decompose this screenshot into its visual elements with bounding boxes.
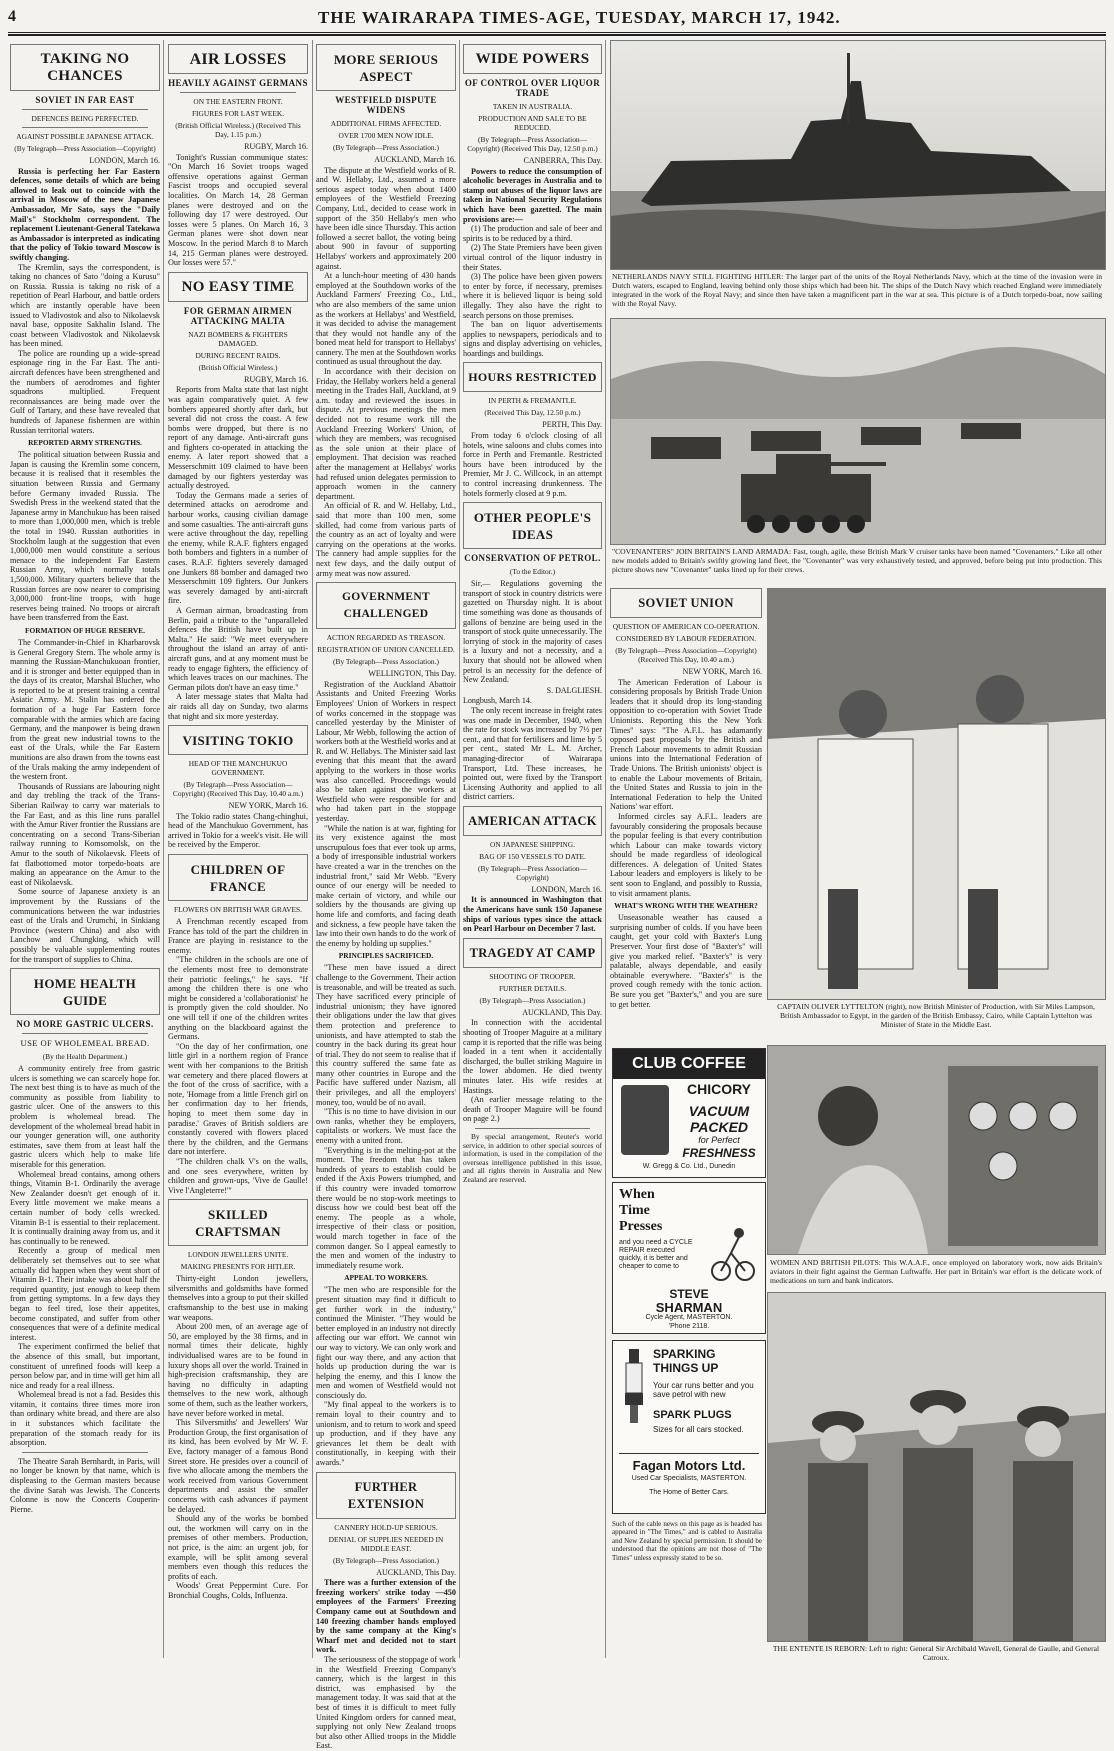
generals-photo-graphic	[768, 1293, 1105, 1641]
dateline: NEW YORK, March 16.	[682, 667, 762, 676]
headline: GOVERNMENT CHALLENGED	[342, 591, 430, 621]
cyclist-icon	[711, 1223, 755, 1283]
column-4	[463, 40, 602, 1660]
headline: FURTHER EXTENSION	[347, 1479, 425, 1511]
article-no-easy-time	[168, 272, 308, 302]
headline: WIDE POWERS	[475, 51, 590, 67]
subhead: SOVIET IN FAR EAST	[35, 95, 135, 105]
paragraph: From today 6 o'clock closing of all hotels, wine saloons and clubs comes into force in Perth and Fremantle. Restricted hours have been introduced by the Premier, Mr J. C. Willcock, in an attempt to control increasing drunkenness. The hotels formerly closed at 9 p.m.	[463, 431, 602, 498]
headline: MORE SERIOUS ASPECT	[333, 52, 439, 84]
credit-line: (To the Editor.)	[509, 567, 556, 577]
paragraph: The Theatre Sarah Bernhardt, in Paris, will no longer be known by that name, which is displeasing to the German masters because the divine Sarah was Jewish. The Concerts Colonne is now the Concerts Couperin-Pierne.	[10, 1456, 160, 1514]
advert-cycle-repair	[612, 1182, 766, 1334]
headline: SKILLED CRAFTSMAN	[195, 1207, 281, 1240]
section-head: PRINCIPLES SACRIFICED.	[338, 951, 434, 961]
divider	[22, 1452, 148, 1453]
subhead: NO MORE GASTRIC ULCERS.	[16, 1019, 154, 1030]
paragraph: The only recent increase in freight rates was one made in December, 1940, when the rate for stock was increased by 7½ per cent., and that for fertilisers and lime by 5 per cent., stated Mr L. M. Archer, managing-director of Wairarapa Transport, Ltd. These increases, he pointed out, were fixed by the Transport Licensing Authority and applied to all district carriers.	[463, 705, 602, 802]
dateline: RUGBY, March 16.	[244, 142, 308, 151]
plugs-brand: SPARK PLUGS	[653, 1409, 732, 1421]
cycle-name: STEVE	[669, 1287, 709, 1301]
photo-lyttelton-lampson	[767, 588, 1106, 1000]
column-rule	[605, 40, 606, 1658]
letter-signature: S. DALGLIESH.	[546, 685, 602, 695]
article-visiting-tokio	[168, 725, 308, 755]
subhead: QUESTION OF AMERICAN CO-OPERATION.	[612, 622, 760, 631]
advert-line: Woods' Great Peppermint Cure. For Bronchial Coughs, Colds, Influenza.	[168, 1581, 308, 1600]
paragraph: The political situation between Russia and Japan is causing the Kremlin some concern, because it is realised that it resembles the situation between Russia and Germany before Germany invaded Russia. The Swedish Press in the weekend stated that the Japanese army in Manchukuo has been raised to more than 1,000,000 men, which is treble the total in 1940. Russian authorities in Stockholm laugh at the suggestion that even 1,000,000 men would constitute a serious menace to the independent Far Eastern Russian Army, which normally totals 1,500,000. Military quarters believe that the Russian forces are now nearer to comprising 3,000,000 front-line troops, with huge reserves being trained. No troops or aircraft have been transferred from the East.	[10, 450, 160, 623]
paragraph: Tonight's Russian communique states: "On March 16 Soviet troops waged offensive operations against German Fascist troops and occupied several localities. On March 14, 28 German planes were destroyed and on the following day 17 were destroyed. Our losses were 5 planes. On March 16, 3 German planes were shot down near Moscow. In the period March 8 to March 14, 215 German planes were destroyed. Our losses were 57."	[168, 152, 308, 268]
credit-line: (Received This Day, 12.50 p.m.)	[484, 408, 581, 418]
lead-paragraph: Russia is perfecting her Far Eastern defences, some details of which are being allowed to leak out to coincide with the arrival in Moscow of the new Japanese Ambassador, Mr Sato, says the "Daily Mail's" Stockholm correspondent. The replacement Lieutenant-General Tatekawa as Ambassador is interpreted as indicating that the policy of Tokio toward Moscow is swiftly changing.	[10, 166, 160, 262]
divider	[475, 1128, 590, 1129]
paragraph: Wholemeal bread contains, among others things, Vitamin B-1. Ordinarily the average New Zealander doesn't get enough of it. Every little movement we make means a certain number of body cells wrecked. Vitamin B-1 is essential to their replacement. It is continually draining away from us, and it has continually to be renewed.	[10, 1169, 160, 1246]
paragraph: Thousands of Russians are labouring night and day trebling the track of the Trans-Siberian Railway to carry war materials to the Far East, and as this line runs parallel with the Amur River frontier the Russians are concentrating on a second Trans-Siberian railway running to Komsomolsk, on the Amur to the south of Nikolaevsk. Fleets of fat flatbottomed motor torpedo-boats are making an appearance on the Amur to the east of Nikolaevsk.	[10, 781, 160, 887]
credit-line: (By Telegraph—Press Association.)	[479, 995, 586, 1005]
deck: ADDITIONAL FIRMS AFFECTED.	[330, 119, 442, 128]
paragraph: Should any of the works be bombed out, the workmen will carry on in the premises of other members. Production, not price, is the aim: an urgent job, for example, will be split among several members even though this reduces the profits of each.	[168, 1514, 308, 1581]
paragraph: A community entirely free from gastric ulcers is something we can scarcely hope for. The next best thing is to have as much of the community as possible from liability to gastric ulcer. One of the answers to this problem is wholemeal bread. The development of the wholemeal bread habit in our younger generation will, one authority estimates, save them from at least half the gastric ulcers which help to make life miserable for this generation.	[10, 1064, 160, 1170]
paragraph: The seriousness of the stoppage of work in the Westfield Freezing Company's cannery, which is the largest in this district, was emphasised by the management today. It was said that at the best of times it is difficult to meet fully United Kingdom orders for canned meat, supplying not only New Zealand troops but also other Allied troops in the Middle East.	[316, 1654, 456, 1751]
lead-paragraph: It is announced in Washington that the Americans have sunk 150 Japanese ships of various types since the attack on Pearl Harbour on December 7 last.	[463, 895, 602, 934]
credit-line: (By Telegraph—Press Association—Copyright)	[14, 144, 156, 153]
paragraph: A German airman, broadcasting from Berlin, paid a tribute to the "unparalleled defences the British have built up in Malta." He said: "We meet everywhere throughout the island an array of anti-aircraft guns, and at any moment must be ready to engage fighters, the efficiency of which leaves traces on our machines. The German pilots don't have an easy time."	[168, 605, 308, 692]
credit-line: (British Official Wireless.)	[198, 362, 278, 372]
subhead: FLOWERS ON BRITISH WAR GRAVES.	[173, 905, 303, 915]
cycle-line: When	[619, 1187, 655, 1202]
waaf-photo-graphic	[768, 1046, 1105, 1254]
coffee-tag: VACUUM	[688, 1103, 750, 1119]
credit-line: (By Telegraph—Press Association—Copyright)	[478, 863, 587, 882]
spark-plug-icon	[621, 1349, 647, 1429]
section-head: REPORTED ARMY STRENGTHS.	[28, 438, 142, 448]
article-further-extension	[316, 1472, 456, 1519]
advert-club-coffee	[612, 1048, 766, 1178]
advert-text: Unseasonable weather has caused a surprising number of colds. If you have been caught, get your cold with Baxter's Lung Preserver. Your first dose of "Baxter's" will give you marked relief. "Baxter's" is very palatable, always dependable, and easily obtainable everywhere. "Baxter's" is the proved cough remedy with the tonic action. Be sure you get "Baxter's," and you are sure to get better.	[610, 913, 762, 1009]
deck: AGAINST POSSIBLE JAPANESE ATTACK.	[16, 132, 154, 141]
paragraph: The Commander-in-Chief in Kharbarovsk is General Gregory Stern. The whole army is manning the Russian-Manchukuoan frontier, and it is stronger and better equipped than in the days of its creator, Marshal Blucher, who is reported to be at present training a central Asiatic Army. M. Stalin has ordered the formation of a huge Far Eastern force comparable with the armies which are facing Germany, and the manpower is being drawn from the great new industrial towns to the east of the Urals, while the Far Eastern munitions are also drawn from the towns east of the Urals making the army independent of the western front.	[10, 637, 160, 782]
subhead: SHOOTING OF TROOPER.	[489, 971, 576, 981]
deck: REGISTRATION OF UNION CANCELLED.	[317, 645, 455, 655]
section-head: APPEAL TO WORKERS.	[344, 1273, 428, 1283]
paragraph: Informed circles say A.F.L. leaders are favourably considering the proposals because the popular feeling is that every contribution which Labour can make towards victory should be made regardless of ideological differences. A delegation of United States Labour leaders and employers is likely to be sent soon to England, and possibly to Russia, to visit armament plants.	[610, 811, 762, 898]
coffee-tag: PACKED	[689, 1119, 749, 1135]
credit-line: (By Telegraph—Press Association—Copyright) (Received This Day, 10.40 a.m.)	[615, 646, 757, 664]
headline-box	[610, 588, 762, 618]
article-wide-powers	[463, 44, 602, 74]
dateline: RUGBY, March 16.	[244, 374, 308, 384]
dateline: AUCKLAND, This Day.	[376, 1567, 456, 1577]
column-1	[10, 40, 160, 1660]
dealer-name: Fagan Motors Ltd.	[619, 1453, 759, 1473]
headline: AIR LOSSES	[189, 51, 287, 68]
headline: TAKING NO CHANCES	[40, 51, 130, 84]
deck: DENIAL OF SUPPLIES NEEDED IN MIDDLE EAST.	[328, 1534, 444, 1553]
caption-waaf: WOMEN AND BRITISH PILOTS: This W.A.A.F., once employed on laboratory work, now aids Britain's aviators in their fight against the German Luftwaffe. Her part in Britain's war effort is the delicate work of medications on turn and bank indicators.	[770, 1258, 1102, 1285]
article-soviet-union	[610, 584, 762, 1044]
paragraph: An official of R. and W. Hellaby, Ltd., said that more than 100 men, some skilled, had come from various parts of the country as an act of loyalty and were carrying on the operations at the works. The cannery had ample supplies for the next few days, and the daily output of army meat was now assured.	[316, 501, 456, 578]
paragraph: "The children chalk V's on the walls, and one sees everywhere, written by children and grown-ups, 'Vive de Gaulle! Vive l'Angleterre!'"	[168, 1156, 308, 1195]
paragraph: "My final appeal to the workers is to remain loyal to their country and to unionism, and to return to work and speed up production, and if they have any grievances let them be dealt with constitutionally, in keeping with their awards."	[316, 1400, 456, 1468]
article-home-health-guide	[10, 968, 160, 1015]
subhead: CANNERY HOLD-UP SERIOUS.	[334, 1522, 438, 1532]
paragraph: "Everything is in the melting-pot at the moment. The freedom that has taken hundreds of years to establish could be ended if the Axis Powers triumphed, and if this country were invaded tomorrow there would be no stop-work meetings to discuss how we could best beat off the enemy. The people as a whole, irrespective of their class or position, would march together in face of the common danger. So I appeal earnestly to the men and women of the industry to immediately resume work.	[316, 1145, 456, 1270]
deck: BAG OF 150 VESSELS TO DATE.	[479, 851, 586, 861]
headline: AMERICAN ATTACK	[468, 813, 597, 828]
paragraph: Recently a group of medical men deliberately set themselves out to see what actually did happen when they went short of Vitamin B-1. Their intake was about half the required quantity, just enough to keep them from getting symptoms. In a few days they began to feel tired, lose their appetites, become constipated, and suffer from other consequences that were of a definite medical interest.	[10, 1246, 160, 1342]
divider	[180, 92, 296, 93]
deck: DURING RECENT RAIDS.	[195, 350, 281, 360]
paragraph: Some source of Japanese anxiety is an improvement by the Russians of the communications between the war industries east of the Urals and Urumchi, in Sinkiang Province (western China) and also with Lanchow and Chungking, which will possibly be valuable supplementing routes for the transport of supplies to China.	[10, 887, 160, 964]
headline: SOVIET UNION	[638, 596, 734, 610]
deck: TAKEN IN AUSTRALIA.	[492, 102, 573, 111]
article-children-of-france	[168, 854, 308, 901]
letter-place: Longbush, March 14.	[463, 696, 532, 706]
times-notice: Such of the cable news on this page as is headed has appeared in "The Times," and is cabled to Australia and New Zealand by special permission. It should be understood that the opinions are not those of "The Times" unless expressly stated to be so.	[612, 1520, 762, 1562]
deck: MAKING PRESENTS FOR HITLER.	[180, 1262, 296, 1272]
ship-photo-graphic	[611, 41, 1105, 269]
credit-line: (By Telegraph—Press Association.)	[333, 1555, 439, 1565]
paragraph: The Tokio radio states Chang-chinghui, head of the Manchukuo Government, has arrived in Tokio for a week's visit. He will be received by the Emperor.	[168, 811, 308, 850]
deck: PRODUCTION AND SALE TO BE REDUCED.	[478, 114, 587, 132]
paragraph: The experiment confirmed the belief that the absence of this small, but important, constituent of unrefined foods will keep a person below par, and in time will get him all nice and ready for a real illness.	[10, 1342, 160, 1390]
cycle-address: Cycle Agent, MASTERTON.	[645, 1314, 733, 1321]
masthead-rule	[8, 34, 1106, 36]
cycle-line: Time	[619, 1203, 650, 1218]
paragraph: The police are rounding up a wide-spread espionage ring in the Far East. The anti-aircraft defences have been strengthened and the numbers of aerodromes and fighter squadrons multiplied. Frequent reconnaissances are being made over the Gulf of Tartary, and these have revealed that hundreds of Japanese fishermen are within Russian territorial waters.	[10, 348, 160, 435]
paragraph: A Frenchman recently escaped from France has told of the part the children in France are playing in resistance to the enemy.	[168, 917, 308, 955]
paragraph: (An earlier message relating to the death of Trooper Maguire will be found on page 2.)	[463, 1095, 602, 1124]
plugs-body: Sizes for all cars stocked.	[653, 1425, 744, 1434]
portrait-photo-graphic	[768, 589, 1105, 999]
coffee-brand: CLUB COFFEE	[613, 1049, 765, 1079]
photo-dutch-torpedo-boat	[610, 40, 1106, 270]
column-rule	[459, 40, 460, 1658]
subhead: HEAVILY AGAINST GERMANS	[168, 78, 308, 88]
dealer-line: Used Car Specialists, MASTERTON.	[631, 1475, 747, 1482]
dateline: LONDON, March 16.	[89, 156, 160, 165]
headline: VISITING TOKIO	[182, 733, 294, 749]
chicory-brand: CHICORY	[686, 1081, 752, 1097]
headline: OTHER PEOPLE'S IDEAS	[473, 510, 592, 543]
headline: HOURS RESTRICTED	[468, 370, 597, 385]
cycle-body: and you need a CYCLE REPAIR executed quickly, it is better and cheaper to come to	[619, 1239, 693, 1270]
deck: USE OF WHOLEMEAL BREAD.	[20, 1038, 150, 1049]
column-rule	[163, 40, 164, 1658]
credit-line: (By Telegraph—Press Association—Copyright) (Received This Day, 12.50 p.m.)	[467, 135, 598, 153]
coffee-tag: for Perfect	[698, 1135, 740, 1145]
paragraph: "On the day of her confirmation, one little girl in a northern region of France went with her companions to the British war cemetery and there placed flowers at the foot of the cross of sacrifice, with a note, 'Homage from a little French girl on her confirmation day to her friends, hoping to meet them some day in paradise.' Graves of British soldiers are constantly covered with flowers placed there by the children, and the Germans dare not interfere.	[168, 1041, 308, 1157]
coffee-maker: W. Gregg & Co. Ltd., Dunedin	[642, 1163, 736, 1170]
headline: TRAGEDY AT CAMP	[469, 945, 596, 960]
paragraph: The dispute at the Westfield works of R. and W. Hellaby, Ltd., assumed a more serious aspect today when about 1400 employees of the Westfield Freezing Company, Ltd., decided to cease work in support of the 350 Hellaby's men who have been idle since Thursday. This action followed a secret ballot, the voting being about 900 in favour of supporting Hellabys' workers and approximately 200 against.	[316, 165, 456, 271]
column-rule	[312, 40, 313, 1658]
caption-covenanters: "COVENANTERS" JOIN BRITAIN'S LAND ARMADA: Fast, tough, agile, these British Mark V cruiser tanks have been named "Covenanters." Like all other new models added to Britain's swiftly growing land fleet, the "Covenanter" was very exhaustively tested, and approved, before being put into production. This picture shows new "Covenanter" tanks lined up for their crews.	[612, 547, 1102, 574]
paragraph: The American Federation of Labour is considering proposals by British Trade Union leaders that it should drop its long-standing opposition to co-operation with Soviet Trade Unionists. Reporting this the New York Times" says: "The A.F.L. has adamantly opposed past proposals by the British and French Labour movements to admit Russian unions into the International Federation of Trade Unions. The British unionists' object is to enable the Labour movements of Britain, the United States and Russia to join in the International Federation to help the United Nations' war effort.	[610, 677, 762, 812]
subhead: LONDON JEWELLERS UNITE.	[187, 1250, 289, 1260]
credit-line: (By the Health Department.)	[42, 1052, 128, 1062]
dateline: NEW YORK, March 16.	[228, 801, 308, 811]
photo-waaf-pilot	[767, 1045, 1106, 1255]
article-hours-restricted	[463, 362, 602, 392]
credit-line: (By Telegraph—Press Association.)	[333, 143, 439, 152]
newspaper-title: THE WAIRARAPA TIMES-AGE, TUESDAY, MARCH 17, 1942.	[318, 8, 841, 27]
paragraph: "These men have issued a direct challenge to the Government. Their action is treasonable, and will be treated as such. They have sacrificed every principle of industrial unionism; they have ignored their obligations under the law that gives them protection and preference to unionists, and have attempted to stab the country in the back during its great hour of trial. They do not seem to realise that if this country suffered the same fate as many other countries in Europe and the Pacific have suffered under Nazism, all their privileges, and all the employers' money, too, would be of no avail.	[316, 963, 456, 1107]
article-government-challenged	[316, 582, 456, 629]
divider	[22, 109, 148, 110]
dateline: PERTH, This Day.	[542, 420, 602, 430]
subhead: CONSERVATION OF PETROL.	[464, 553, 601, 564]
paragraph: This Silversmiths' and Jewellers' War Production Group, the first organisation of its kind, has been evolved by Mr W. F. Eve, factory manager of a famous Bond Street store. He presides over a council of five who allocate among the members the work received from various Government departments and assist the smaller concerns with cash advances if payment be delayed.	[168, 1418, 308, 1514]
subhead: FOR GERMAN AIRMEN ATTACKING MALTA	[183, 305, 293, 326]
caption-dutch-navy: NETHERLANDS NAVY STILL FIGHTING HITLER: The larger part of the units of the Royal Netherlands Navy, which at the time of the invasion were in Dutch waters, escaped to England, leaving behind only those ships which had been hit. The ships of the Dutch Navy which reached England were immediately integrated in the work of the Royal Navy; and since then have taken a magnificent part in the war at sea. This picture is of a Dutch torpedo-boat, now sailing with the Royal Navy.	[612, 272, 1102, 308]
article-air-losses	[168, 44, 308, 74]
subhead: HEAD OF THE MANCHUKUO GOVERNMENT.	[188, 759, 288, 778]
plugs-line: SPARKING	[653, 1347, 716, 1361]
credit-line: (British Official Wireless.) (Received This Day, 1.15 p.m.)	[175, 121, 301, 139]
paragraph: "The men who are responsible for the present situation may find it difficult to get further work in the industry," continued the Minister. "They would be better employed in an industry not directly affecting our war effort. We cannot win our way to victory. We can only work and fight our way there, and any action that holds up production during the war is helping the enemy, and this I know the men and women of Westfield would not consciously do.	[316, 1285, 456, 1400]
section-head: FORMATION OF HUGE RESERVE.	[24, 625, 146, 635]
subhead: ON JAPANESE SHIPPING.	[490, 839, 575, 849]
paragraph: (2) The State Premiers have been given virtual control of the liquor industry in their States.	[463, 243, 602, 272]
photo-covenanter-tanks	[610, 318, 1106, 545]
paragraph: (1) The production and sale of beer and spirits is to be reduced by a third.	[463, 224, 602, 243]
paragraph: A later message states that Malta had air raids all day on Sunday, two alarms that night and six more yesterday.	[168, 692, 308, 721]
deck: FIGURES FOR LAST WEEK.	[191, 109, 285, 118]
article-skilled-craftsman	[168, 1199, 308, 1246]
paragraph: "While the nation is at war, fighting for its very existence against the most unscrupulous foes that ever took up arms, a body of irresponsible industrial workers have created a war in the trenches on the industrial front," said Mr Webb. "Every ounce of our energy will be needed to make certain of victory, and while our soldiers by the thousands are giving up home life and comforts, and facing death and sickness, a few people have taken the law into their own hands to do the work of the enemy by holding up supplies."	[316, 823, 456, 948]
paragraph: Today the Germans made a series of determined attacks on aerodrome and harbour works, causing civilian damage and some casualties. The anti-aircraft guns were active throughout the day, repelling the enemy, while R.A.F. fighters engaged both bombers and fighters in a number of cases. R.A.F. fighters severely damaged one Junkers 88 bomber and damaged two Messerschmitt 109 fighters. Our Junkers was severely damaged by anti-aircraft fire.	[168, 490, 308, 606]
deck: NAZI BOMBERS & FIGHTERS DAMAGED.	[188, 329, 288, 348]
paragraph: "The children in the schools are one of the elements most free to demonstrate their patriotic feelings," he says. "If among the children there is one who might be considered a 'collaborationist' he is promptly given the cold shoulder. No one will tell if one of the children writes anything on the blackboard against the Germans.	[168, 955, 308, 1042]
deck: CONSIDERED BY LABOUR FEDERATION.	[615, 634, 757, 643]
headline: CHILDREN OF FRANCE	[190, 862, 286, 895]
headline: HOME HEALTH GUIDE	[33, 976, 137, 1009]
coffee-tin-icon	[621, 1085, 669, 1155]
paragraph: (3) The police have been given powers to enter by force, if necessary, premises where it is believed liquor is being sold illegally. They also have the right to search persons on those premises.	[463, 272, 602, 320]
subhead: ACTION REGARDED AS TREASON.	[326, 633, 446, 643]
coffee-tag: FRESHNESS	[682, 1146, 756, 1160]
column-2	[168, 40, 308, 1660]
dealer-line: The Home of Better Cars.	[649, 1489, 729, 1496]
deck: DEFENCES BEING PERFECTED.	[31, 114, 139, 123]
tank-photo-graphic	[611, 319, 1105, 544]
paragraph: About 200 men, of an average age of 50, are employed by the 38 firms, and in normal times their delicate, highly individualised wares are to be found in luxury shops all over the world. Trained in high-precision craftsmanship, they are having no difficulty in adapting themselves to the new work, although some of them, such as the leather workers, have never before worked in metal.	[168, 1322, 308, 1418]
plugs-body: Your car runs better and you save petrol with new	[653, 1381, 754, 1399]
paragraph: Reports from Malta state that last night was again comparatively quiet. A few bombers appeared shortly after dark, but several did not cross the coast. A few bombs were dropped, but there is no report of any damage. Anti-aircraft guns and fighters co-operated in attacking the enemy. A later report showed that a Messerschmitt 109 claimed to have been damaged by our fighters yesterday was actually destroyed.	[168, 385, 308, 491]
deck: ON THE EASTERN FRONT.	[193, 97, 283, 106]
lead-paragraph: There was a further extension of the freezing workers' strike today —450 employees of the Farmers' Freezing Company came out at Southdown and 140 freezing chamber hands employed by the same company at the King's Wharf met and decided not to start work.	[316, 1578, 456, 1655]
cycle-line: Presses	[619, 1219, 663, 1234]
advert-heading: WHAT'S WRONG WITH THE WEATHER?	[614, 901, 758, 911]
deck: OVER 1700 MEN NOW IDLE.	[338, 131, 434, 140]
lead-paragraph: Powers to reduce the consumption of alcoholic beverages in Australia and to stamp out abuses of the liquor laws are taken in National Security Regulations which have been gazetted. The main provisions are:—	[463, 166, 602, 224]
subhead: WESTFIELD DISPUTE WIDENS	[335, 95, 437, 115]
page-number: 4	[8, 8, 16, 25]
subhead: OF CONTROL OVER LIQUOR TRADE	[464, 78, 601, 98]
paragraph: The ban on liquor advertisements applies to newspapers, periodicals and to signs and display advertising on vehicles, hoardings and buildings.	[463, 320, 602, 358]
paragraph: In accordance with their decision on Friday, the Hellaby workers held a general meeting in the Trades Hall, Auckland, at 9 a.m. today and reviewed the issues in dispute. At previous meetings the men decided not to resume work till the Auckland Freezing Workers' Union, of which they are members, was recognised as the sole union at their place of employment. That decision was reached after the management at Hellabys' works had refused union delegates permission to approach women in the cannery department.	[316, 367, 456, 501]
caption-entente: THE ENTENTE IS REBORN: Left to right: General Sir Archibald Wavell, General de Gaulle, and General Catroux.	[772, 1644, 1100, 1662]
cycle-phone: 'Phone 2118.	[668, 1323, 710, 1330]
paragraph: Wholemeal bread is not a fad. Besides this vitamin, it contains three times more iron than ordinary white bread, and there are also in it substances which facilitate the preparation of the stomach ready for its absorption.	[10, 1390, 160, 1448]
article-other-peoples-ideas	[463, 502, 602, 549]
dateline: LONDON, March 16.	[531, 884, 602, 894]
plugs-line: THINGS UP	[653, 1361, 719, 1375]
cycle-name: SHARMAN	[655, 1300, 723, 1315]
dateline: WELLINGTON, This Day.	[368, 669, 456, 679]
paragraph: Registration of the Auckland Abattoir Assistants and United Freezing Works Employees' Union of Workers in respect of works concerned in the stoppage was cancelled yesterday by the Minister of Labour, Mr Webb, following the action of workers both at the Westfield works and at R. and W. Hellabys. The Minister said last evening that this meant that the award applying to the workers in those works was also cancelled. Proceedings would also be taken against the workers at Westfield who were responsible for and who had taken part in the stoppage yesterday.	[316, 679, 456, 824]
reuters-notice: By special arrangement, Reuter's world service, in addition to other special sources of information, is used in the compilation of the overseas intelligence published in this issue, and all rights therein in Australia and New Zealand are reserved.	[463, 1131, 602, 1184]
advert-spark-plugs	[612, 1340, 766, 1514]
paragraph: The Kremlin, says the correspondent, is taking no chances of Sato "doing a Kurusu" on Russia. Russia is taking no risk of a repetition of Pearl Harbour, and battle orders which are instantly operable have been issued to Vladivostok and also to Nikolaevsk naval base, opposite Sakhalin Island. The coast between Vladivostok and Nikolaevsk has been mined.	[10, 262, 160, 349]
paragraph: At a lunch-hour meeting of 430 hands employed at the Southdown works of the Auckland Farmers' Freezing Co., Ltd., who are also members of the same union as the workers at Hellabys' and Westfield, it was decided to advise the management that they would not handle any of the boned meat held for transport to Hellabys' cannery. The men at the Southdown works continued as usual throughout the day.	[316, 271, 456, 367]
masthead	[8, 6, 1106, 33]
article-american-attack	[463, 806, 602, 836]
deck: FURTHER DETAILS.	[498, 983, 567, 993]
dateline: CANBERRA, This Day.	[523, 156, 602, 165]
dateline: AUCKLAND, March 16.	[374, 155, 456, 164]
divider	[22, 1033, 148, 1034]
article-more-serious-aspect	[316, 44, 456, 91]
dateline: AUCKLAND, This Day.	[522, 1007, 602, 1017]
caption-lyttelton: CAPTAIN OLIVER LYTTELTON (right), now British Minister of Production, with Sir Miles Lampson, British Ambassador to Egypt, in the garden of the British Embassy, Cairo, while Captain Lyttelton was Minister of State in the Middle East.	[777, 1002, 1095, 1029]
headline: NO EASY TIME	[181, 278, 295, 295]
credit-line: (By Telegraph—Press Association.)	[333, 657, 439, 667]
photo-entente	[767, 1292, 1106, 1642]
paragraph: In connection with the accidental shooting of Trooper Maguire at a military camp it is reported that the rifle was being loaded in a tent when it accidentally discharged, the bullet striking Maguire in the lower abdomen. He died twenty minutes later. His wife resides at Hastings.	[463, 1018, 602, 1095]
paragraph: "This is no time to have division in our own ranks, whether they be employers, capitalists or workers. We must face the enemy with a united front.	[316, 1107, 456, 1146]
article-tragedy-at-camp	[463, 938, 602, 968]
column-3	[316, 40, 456, 1751]
article-taking-no-chances	[10, 44, 160, 91]
paragraph: Thirty-eight London jewellers, silversmiths and goldsmiths have formed themselves into a group to put their skilled craftsmanship to the best use in making war weapons.	[168, 1274, 308, 1322]
paragraph: Sir,— Regulations governing the transport of stock in country districts were gazetted on Thursday night. It is about time something was done as thousands of gallons of benzine are being used in the transport of stock quite unnecessarily. The lorrying of stock in the majority of cases is a luxury and not a necessity, and a luxury that should not be allowed when petrol is an necessity for the defence of New Zealand.	[463, 579, 602, 685]
subhead: IN PERTH & FREMANTLE.	[488, 396, 577, 406]
divider	[22, 127, 148, 128]
credit-line: (By Telegraph—Press Association—Copyright) (Received This Day, 10.40 a.m.)	[172, 780, 304, 799]
